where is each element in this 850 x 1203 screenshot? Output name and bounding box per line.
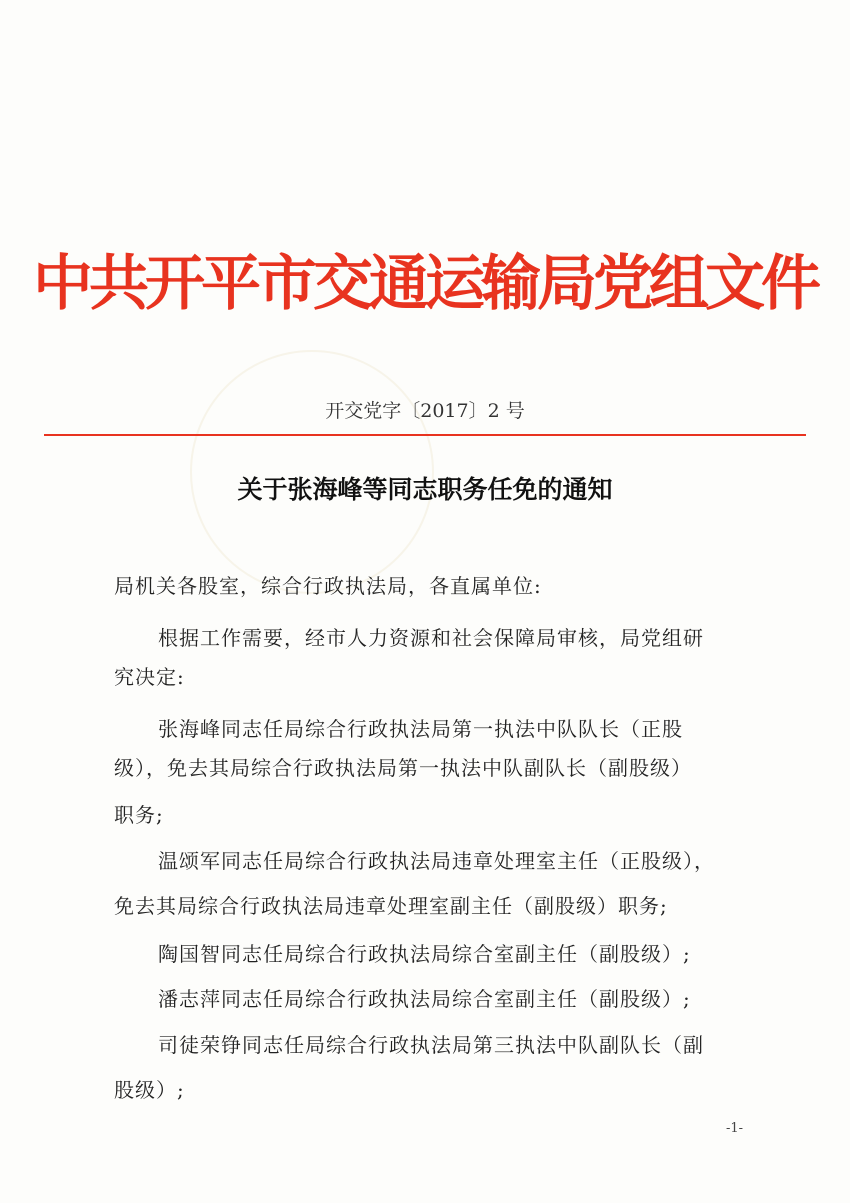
page-number: -1- xyxy=(726,1121,744,1136)
item2-line-1: 温颂军同志任局综合行政执法局违章处理室主任（正股级）， xyxy=(158,849,715,873)
item5-line-1: 司徒荣铮同志任局综合行政执法局第三执法中队副队长（副 xyxy=(158,1033,704,1057)
item1-line-3: 职务; xyxy=(114,803,164,827)
item5-line-2: 股级）; xyxy=(114,1078,185,1102)
addressee-line: 局机关各股室，综合行政执法局，各直属单位: xyxy=(114,574,542,598)
item3-line-1: 陶国智同志任局综合行政执法局综合室副主任（副股级）; xyxy=(158,942,691,966)
notice-title: 关于张海峰等同志职务任免的通知 xyxy=(237,475,613,504)
red-divider-line xyxy=(44,434,806,436)
document-number: 开交党字〔2017〕2 号 xyxy=(325,400,525,422)
item1-line-1: 张海峰同志任局综合行政执法局第一执法中队队长（正股 xyxy=(158,717,683,741)
item1-line-2: 级），免去其局综合行政执法局第一执法中队副队长（副股级） xyxy=(114,756,692,780)
intro-line-1: 根据工作需要，经市人力资源和社会保障局审核，局党组研 xyxy=(158,626,704,650)
item4-line-1: 潘志萍同志任局综合行政执法局综合室副主任（副股级）; xyxy=(158,987,691,1011)
item2-line-2: 免去其局综合行政执法局违章处理室副主任（副股级）职务; xyxy=(114,894,668,918)
document-header-title: 中共开平市交通运输局党组文件 xyxy=(33,249,817,319)
intro-line-2: 究决定: xyxy=(114,665,185,689)
